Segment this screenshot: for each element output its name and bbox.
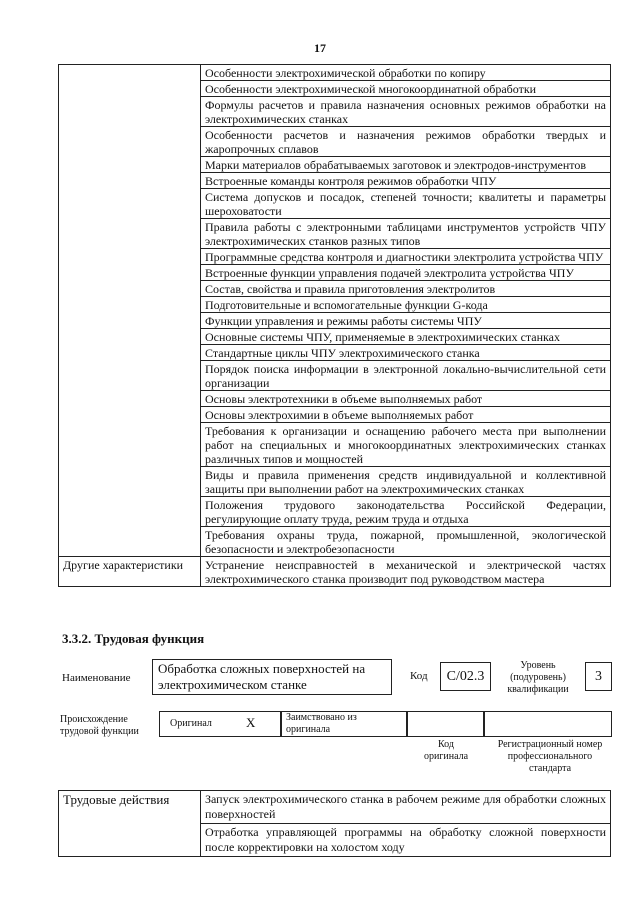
knowledge-item: Особенности расчетов и назначения режимов обработки твердых и жаропрочных сплавов <box>201 127 611 157</box>
other-characteristics-text: Устранение неисправностей в механической и электрической частях электрохимического станка производит под руководством мастера <box>201 557 611 587</box>
qualification-level-field: 3 <box>585 662 612 691</box>
original-label: Оригинал <box>170 718 212 729</box>
knowledge-item: Состав, свойства и правила приготовления электролитов <box>201 281 611 297</box>
knowledge-item: Встроенные команды контроля режимов обработки ЧПУ <box>201 173 611 189</box>
labor-actions-table <box>58 790 611 857</box>
knowledge-row <box>59 65 611 81</box>
original-mark: X <box>246 715 256 730</box>
labor-action-item: Запуск электрохимического станка в рабочем режиме для обработки сложных поверхностей <box>201 791 611 824</box>
section-title: 3.3.2. Трудовая функция <box>62 631 205 646</box>
knowledge-item: Подготовительные и вспомогательные функции G-кода <box>201 297 611 313</box>
knowledge-label-cell <box>59 65 201 557</box>
knowledge-item: Порядок поиска информации в электронной локально-вычислительной сети организации <box>201 361 611 391</box>
function-name-field: Обработка сложных поверхностей на электрохимическом станке <box>152 659 392 695</box>
labor-actions-label: Трудовые действия <box>59 791 201 857</box>
other-characteristics-row <box>59 557 611 587</box>
page-number: 17 <box>314 41 326 55</box>
knowledge-item: Требования охраны труда, пожарной, промышленной, экологической безопасности и электробезопасности <box>201 527 611 557</box>
reg-number-cell <box>484 711 612 737</box>
reg-number-caption: Регистрационный номер профессионального стандарта <box>497 739 603 774</box>
knowledge-item: Виды и правила применения средств индивидуальной и коллективной защиты при выполнении работ на электрохимических станках <box>201 467 611 497</box>
other-characteristics-label: Другие характеристики <box>59 557 201 587</box>
code-label: Код <box>410 670 428 682</box>
knowledge-item: Особенности электрохимической обработки по копиру <box>201 65 611 81</box>
knowledge-item: Формулы расчетов и правила назначения основных режимов обработки на электрохимических станках <box>201 97 611 127</box>
required-knowledge-table <box>58 64 611 587</box>
function-code-field: С/02.3 <box>440 662 491 691</box>
qualification-level-label: Уровень (подуровень) квалификации <box>507 660 569 695</box>
knowledge-item: Марки материалов обрабатываемых заготовок и электродов-инструментов <box>201 157 611 173</box>
labor-action-row <box>59 791 611 824</box>
knowledge-item: Требования к организации и оснащению рабочего места при выполнении работ на специальных и многокоординатных электрохимических станках различных типов и мощностей <box>201 423 611 467</box>
origin-label: Происхождение трудовой функции <box>60 714 139 737</box>
knowledge-item: Программные средства контроля и диагностики электролита устройства ЧПУ <box>201 249 611 265</box>
code-original-caption: Код оригинала <box>423 739 469 762</box>
knowledge-item: Основные системы ЧПУ, применяемые в электрохимических станках <box>201 329 611 345</box>
knowledge-item: Функции управления и режимы работы системы ЧПУ <box>201 313 611 329</box>
knowledge-item: Основы электрохимии в объеме выполняемых работ <box>201 407 611 423</box>
knowledge-item: Основы электротехники в объеме выполняемых работ <box>201 391 611 407</box>
knowledge-item: Положения трудового законодательства Российской Федерации, регулирующие оплату труда, режим труда и отдыха <box>201 497 611 527</box>
borrowed-label: Заимствовано из оригинала <box>286 712 357 735</box>
knowledge-item: Система допусков и посадок, степеней точности; квалитеты и параметры шероховатости <box>201 189 611 219</box>
code-original-cell <box>407 711 484 737</box>
labor-action-item: Отработка управляющей программы на обработку сложной поверхности после корректировки на холостом ходу <box>201 824 611 857</box>
knowledge-item: Встроенные функции управления подачей электролита устройства ЧПУ <box>201 265 611 281</box>
knowledge-item: Стандартные циклы ЧПУ электрохимического станка <box>201 345 611 361</box>
knowledge-item: Правила работы с электронными таблицами инструментов устройств ЧПУ электрохимических станков разных типов <box>201 219 611 249</box>
name-label: Наименование <box>62 672 131 684</box>
knowledge-item: Особенности электрохимической многокоординатной обработки <box>201 81 611 97</box>
